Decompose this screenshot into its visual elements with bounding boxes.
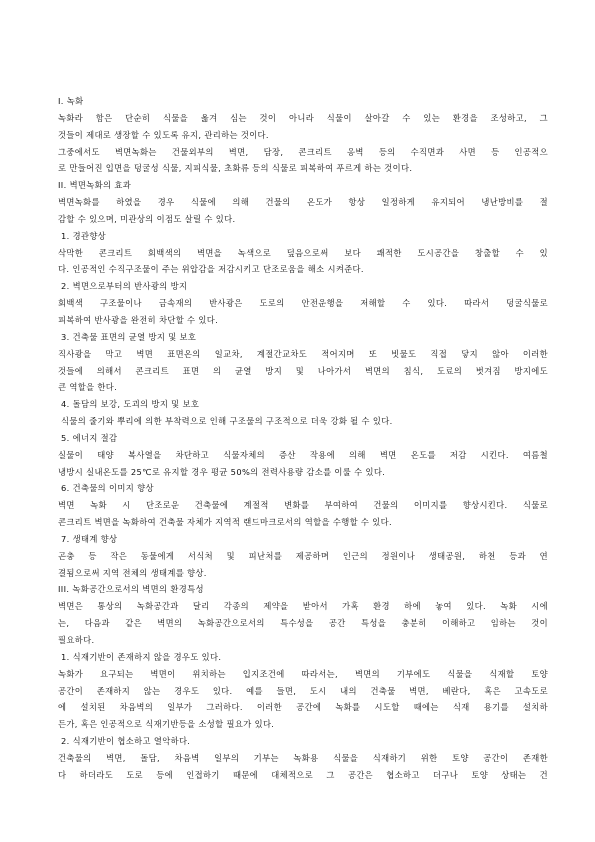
text-line: 에 설치된 차음벽의 일부가 그러하다. 이러한 공간에 녹화를 시도할 때에는 식재 용기를 설치하 bbox=[58, 702, 548, 713]
text-line: 필요하다. bbox=[58, 635, 95, 645]
text-line: 식물의 줄기와 뿌리에 의한 부착력으로 인해 구조물의 구조적으로 더욱 강화 될 수 있다. bbox=[58, 416, 393, 427]
text-line: 3. 건축물 표면의 균열 방지 및 보호 bbox=[58, 331, 197, 342]
text-line: 결됨으로써 지역 전체의 생태계를 향상. bbox=[58, 567, 207, 578]
text-line: 6. 건축물의 이미지 향상 bbox=[58, 483, 154, 494]
text-line: 실물이 태양 복사열을 차단하고 식물자체의 증산 작용에 의해 벽면 온도를 저감 시킨다. 여름철 bbox=[58, 449, 548, 460]
text-line: I. 녹화 bbox=[58, 96, 84, 106]
text-line: 곤충 등 작은 동물에게 서식처 및 피난처를 제공하며 인근의 정원이나 생태공원, 하천 등과 연 bbox=[58, 550, 548, 561]
text-line: 삭막한 콘크리트 회백색의 벽면을 녹색으로 덮음으로써 보다 쾌적한 도시공간을 창출할 수 있 bbox=[58, 247, 548, 258]
text-line: 7. 생태계 향상 bbox=[58, 533, 118, 544]
text-line: 건축물의 벽면, 돌담, 차음벽 일부의 기부는 녹화용 식물을 식재하기 위한 토양 공간이 존재한 bbox=[58, 752, 548, 763]
text-line: 2. 식재기반이 협소하고 열악하다. bbox=[58, 736, 191, 747]
text-line: 회백색 구조물이나 금속재의 반사광은 도로의 안전운행을 저해할 수 있다. 따라서 덩굴식물로 bbox=[58, 298, 548, 309]
text-line: 4. 돌담의 보강, 도괴의 방지 및 보호 bbox=[58, 399, 200, 410]
text-line: 것들에 의해서 콘크리트 표면 의 균열 방지 및 나아가서 벽면의 침식, 도료의 벗겨짐 방지에도 bbox=[58, 365, 548, 376]
text-line: 것들이 제대로 생장할 수 있도록 유지, 관리하는 것이다. bbox=[58, 129, 269, 140]
text-line: II. 벽면녹화의 효과 bbox=[58, 180, 132, 191]
text-line: 5. 에너지 절감 bbox=[58, 432, 118, 443]
text-line: 1. 경관향상 bbox=[58, 230, 107, 241]
text-line: III. 녹화공간으로서의 벽면의 환경특성 bbox=[58, 584, 204, 595]
text-line: 벽면은 통상의 녹화공간과 달리 각종의 제약을 받아서 가혹 환경 하에 놓여 있다. 녹화 시에 bbox=[58, 601, 548, 612]
text-line: 벽면녹화를 하였을 경우 식물에 의해 건물의 온도가 항상 일정하게 유지되어 냉난방비를 절 bbox=[58, 197, 548, 208]
text-line: 벽면 녹화 시 단조로운 건축물에 계절적 변화를 부여하여 건물의 이미지를 향상시킨다. 식물로 bbox=[58, 500, 548, 511]
text-line: 녹화가 요구되는 벽면이 위치하는 입지조건에 따라서는, 벽면의 기부에도 식물을 식재할 토양 bbox=[58, 668, 548, 679]
document-body bbox=[58, 93, 548, 784]
text-line: 다 하더라도 도로 등에 인접하기 때문에 대체적으로 그 공간은 협소하고 더구나 토양 상태는 건 bbox=[58, 769, 548, 780]
text-line: 콘크리트 벽면을 녹화하여 건축물 자체가 지역적 랜드마크로서의 역할을 수행할 수 있다. bbox=[58, 517, 392, 528]
text-line: 냉방시 실내온도를 25℃로 유지할 경우 평균 50%의 전력사용량 감소를 이룰 수 있다. bbox=[58, 466, 386, 477]
text-line: 다. 인공적인 수직구조물이 주는 위압감을 저감시키고 단조로움을 해소 시켜준다. bbox=[58, 264, 364, 275]
text-line: 피복하여 반사광을 완전히 차단할 수 있다. bbox=[58, 314, 219, 325]
text-line: 든가, 혹은 인공적으로 식재기반등을 소성할 필요가 있다. bbox=[58, 719, 275, 730]
text-line: 감할 수 있으며, 미관상의 이점도 살릴 수 있다. bbox=[58, 213, 236, 224]
text-line: 녹화라 함은 단순히 식물을 옮겨 심는 것이 아니라 식물이 살아갈 수 있는 환경을 조성하고, 그 bbox=[58, 112, 548, 123]
text-line: 는, 다음과 같은 벽면의 녹화공간으로서의 특수성을 공간 특성을 충분히 이해하고 임하는 것이 bbox=[58, 618, 548, 629]
text-line: 2. 벽면으로부터의 반사광의 방지 bbox=[58, 281, 188, 292]
text-line: 큰 역할을 한다. bbox=[58, 382, 118, 393]
text-line: 그중에서도 벽면녹화는 건물외부의 벽면, 담장, 콘크리트 옹벽 등의 수직면과 사면 등 인공적으 bbox=[58, 146, 548, 157]
text-line: 로 만들어진 입면을 덩굴성 식물, 지피식물, 초화류 등의 식물로 피복하여 푸르게 하는 것이다. bbox=[58, 163, 413, 174]
text-line: 직사광을 막고 벽면 표면온의 일교차, 계절간교차도 적어지며 또 빗물도 직접 닿지 않아 이러한 bbox=[58, 348, 548, 359]
text-line: 1. 식재기반이 존재하지 않을 경우도 있다. bbox=[58, 651, 222, 662]
text-line: 공간이 존재하지 않는 경우도 있다. 예를 들면, 도시 내의 건축물 벽면, 베란다, 혹은 고속도로 bbox=[58, 685, 548, 696]
